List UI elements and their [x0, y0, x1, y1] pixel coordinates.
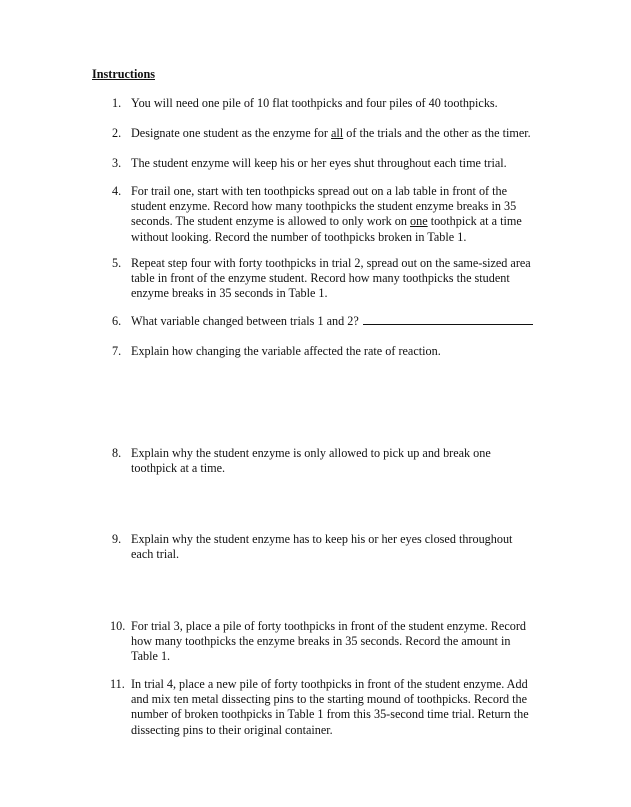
item-text-line: In trial 4, place a new pile of forty toothpicks in front of the student enzyme. Add — [131, 677, 528, 691]
item-number: 1. — [112, 96, 122, 110]
item-text-line: Explain why the student enzyme is only allowed to pick up and break one — [131, 446, 491, 460]
item-text-line: each trial. — [131, 547, 180, 562]
instruction-item-2 — [112, 126, 552, 141]
instruction-item-5 — [112, 256, 552, 302]
emphasis-underlined: one — [410, 214, 428, 229]
instruction-item-6 — [112, 314, 552, 329]
item-text-line: toothpick at a time. — [131, 461, 226, 476]
item-text-line: without looking. Record the number of toothpicks broken in Table 1. — [131, 229, 467, 244]
item-text-line: Table 1. — [131, 649, 171, 664]
item-text-line: Repeat step four with forty toothpicks in trial 2, spread out on the same-sized area — [131, 256, 531, 270]
item-number: 10. — [110, 619, 126, 633]
instruction-item-4 — [112, 184, 552, 245]
item-number: 7. — [112, 344, 122, 358]
item-number: 5. — [112, 256, 122, 270]
item-text-line: dissecting pins to their original container. — [131, 722, 333, 737]
item-text-line: how many toothpicks the enzyme breaks in 35 seconds. Record the amount in — [131, 634, 511, 649]
item-text-part: toothpick at a time — [427, 214, 522, 229]
item-number: 11. — [110, 677, 125, 691]
answer-blank-field[interactable] — [363, 314, 533, 325]
instruction-item-9 — [112, 532, 552, 562]
item-number: 3. — [112, 156, 122, 170]
item-text-line: Explain why the student enzyme has to keep his or her eyes closed throughout — [131, 532, 513, 546]
instruction-item-10 — [112, 619, 552, 665]
item-text-part: Designate one student as the enzyme for — [131, 126, 332, 140]
emphasis-underlined: all — [331, 126, 344, 140]
section-heading: Instructions — [92, 67, 155, 81]
item-text — [131, 126, 552, 141]
item-text-part: of the trials and the other as the timer. — [343, 126, 531, 140]
item-text-line: For trial 3, place a pile of forty toothpicks in front of the student enzyme. Record — [131, 619, 526, 633]
item-text-line: and mix ten metal dissecting pins to the starting mound of toothpicks. Record the — [131, 692, 528, 707]
item-number: 2. — [112, 126, 122, 140]
item-text-line: enzyme breaks in 35 seconds in Table 1. — [131, 286, 328, 301]
item-text-line: student enzyme. Record how many toothpicks the student enzyme breaks in 35 — [131, 199, 517, 214]
item-text-line: table in front of the enzyme student. Record how many toothpicks the student — [131, 271, 510, 286]
item-number: 4. — [112, 184, 122, 198]
instruction-item-1 — [112, 96, 552, 111]
item-number: 9. — [112, 532, 122, 546]
item-text-line — [131, 214, 552, 229]
item-number: 8. — [112, 446, 122, 460]
item-text: You will need one pile of 10 flat toothpicks and four piles of 40 toothpicks. — [131, 96, 498, 110]
item-text: Explain how changing the variable affected the rate of reaction. — [131, 344, 441, 358]
item-text: The student enzyme will keep his or her eyes shut throughout each time trial. — [131, 156, 507, 170]
instruction-item-8 — [112, 446, 552, 476]
instruction-item-7 — [112, 344, 552, 359]
item-text — [131, 314, 552, 329]
question-text: What variable changed between trials 1 and 2? — [131, 314, 359, 328]
item-number: 6. — [112, 314, 122, 328]
instruction-item-3 — [112, 156, 552, 171]
instruction-item-11 — [112, 677, 552, 738]
item-text-line: For trail one, start with ten toothpicks spread out on a lab table in front of the — [131, 184, 508, 198]
item-text-line: number of broken toothpicks in Table 1 from this 35-second time trial. Return the — [131, 707, 529, 722]
item-text-part: seconds. The student enzyme is allowed to only work on — [131, 214, 411, 229]
